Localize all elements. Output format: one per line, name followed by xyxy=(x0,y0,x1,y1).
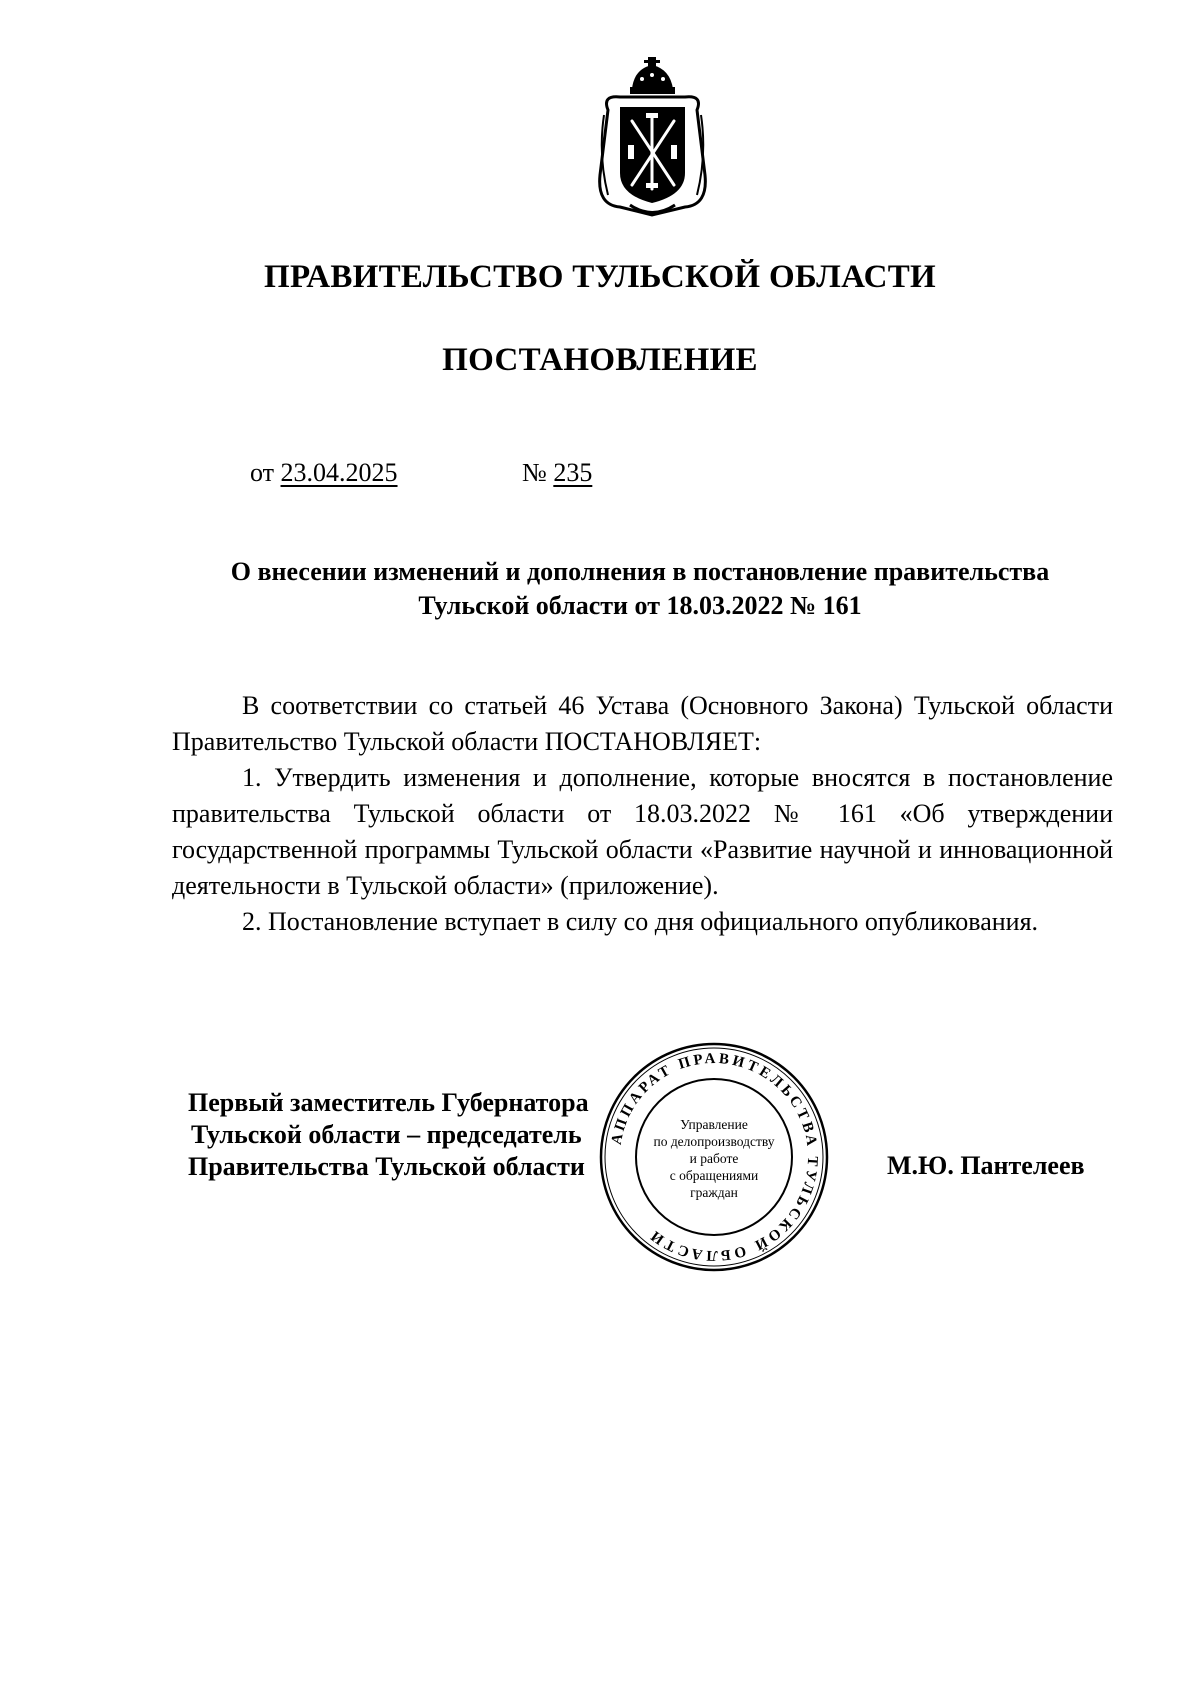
document-body xyxy=(172,688,1113,940)
stamp-inner-line: граждан xyxy=(690,1185,738,1200)
document-subject xyxy=(172,555,1108,623)
item-1-paragraph: 1. Утвердить изменения и дополнение, которые вносятся в постановление правительства Тульской области от 18.03.2022 № 161 «Об утверждении государственной программы Тульской области «Развитие научной и инновационной деятельности в Тульской области» (приложение). xyxy=(172,763,1113,900)
signatory-position xyxy=(188,1087,589,1183)
position-line-3: Правительства Тульской области xyxy=(188,1152,585,1181)
subject-line-1: О внесении изменений и дополнения в постановление правительства xyxy=(230,557,1050,586)
item-2-paragraph: 2. Постановление вступает в силу со дня официального опубликования. xyxy=(242,907,1039,936)
position-line-2: Тульской области – председатель xyxy=(191,1120,582,1149)
document-type-title: ПОСТАНОВЛЕНИЕ xyxy=(442,342,758,378)
preamble-paragraph: В соответствии со статьей 46 Устава (Основного Закона) Тульской области Правительство Тульской области ПОСТАНОВЛЯЕТ: xyxy=(172,691,1113,756)
number-value: 235 xyxy=(553,458,593,487)
stamp-inner-line: Управление xyxy=(680,1117,748,1132)
stamp-inner-line: и работе xyxy=(689,1151,739,1166)
stamp-inner-line: по делопроизводству xyxy=(653,1134,775,1149)
date-value: 23.04.2025 xyxy=(280,458,398,487)
number-prefix: № xyxy=(522,458,547,487)
coat-of-arms-icon xyxy=(590,55,715,220)
document-number xyxy=(522,458,592,488)
stamp-inner-text xyxy=(643,1116,785,1201)
date-prefix: от xyxy=(250,458,275,487)
position-line-1: Первый заместитель Губернатора xyxy=(188,1088,589,1117)
document-date xyxy=(250,458,398,488)
signatory-name: М.Ю. Пантелеев xyxy=(887,1151,1085,1180)
stamp-inner-line: с обращениями xyxy=(669,1168,759,1183)
stamp-ring-text: АППАРАТ ПРАВИТЕЛЬСТВА ТУЛЬСКОЙ ОБЛАСТИ xyxy=(608,1050,821,1264)
government-title: ПРАВИТЕЛЬСТВО ТУЛЬСКОЙ ОБЛАСТИ xyxy=(264,259,936,295)
subject-line-2: Тульской области от 18.03.2022 № 161 xyxy=(418,591,862,620)
